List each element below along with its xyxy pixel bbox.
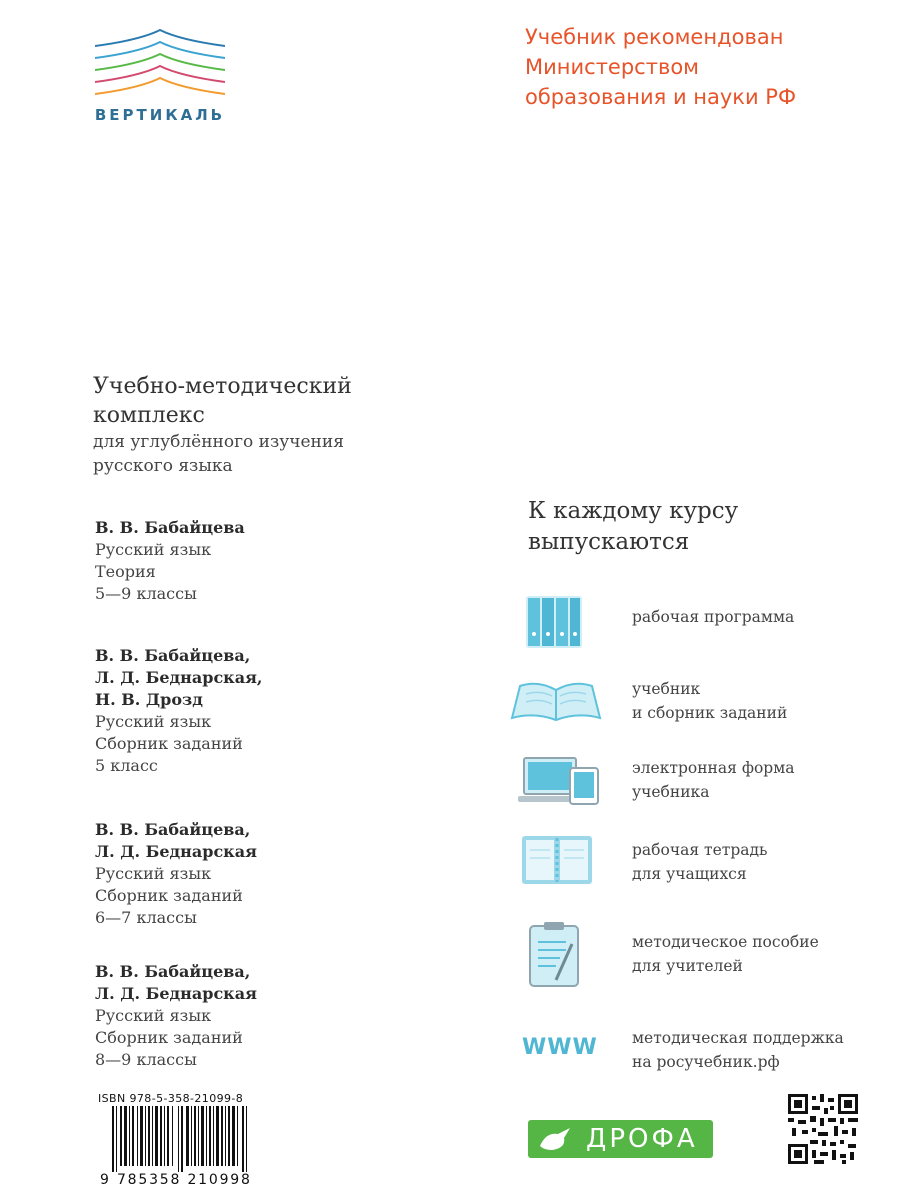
course-item-text — [632, 605, 794, 629]
www-icon: WWW — [522, 1035, 598, 1060]
recommendation-line: образования и науки РФ — [525, 85, 797, 109]
devices-icon — [518, 756, 604, 806]
book-line: 8—9 классы — [95, 1050, 197, 1069]
course-item-text — [632, 838, 768, 886]
book-line: 5—9 классы — [95, 584, 197, 603]
logo-name: ВЕРТИКАЛЬ — [94, 106, 226, 124]
course-item-line: электронная форма — [632, 759, 795, 777]
barcode-number: 9 785358 210998 — [100, 1172, 252, 1188]
book-line: Русский язык — [95, 712, 212, 731]
book-author: В. В. Бабайцева, — [95, 820, 251, 839]
course-item-line: рабочая программа — [632, 608, 795, 626]
isbn-text: ISBN 978-5-358-21099-8 — [98, 1092, 244, 1105]
complex-heading — [93, 372, 352, 478]
book-line: 6—7 классы — [95, 908, 197, 927]
complex-title-line: комплекс — [93, 403, 205, 428]
course-item-line: методическое пособие — [632, 933, 819, 951]
course-item-line: на росучебник.рф — [632, 1053, 780, 1071]
book-author: Л. Д. Беднарская, — [95, 668, 263, 687]
publisher-name: ДРОФА — [586, 1124, 698, 1154]
book-line: Русский язык — [95, 540, 212, 559]
book-line: Теория — [95, 562, 156, 581]
book-line: Сборник заданий — [95, 886, 243, 905]
complex-subtitle-line: для углублённого изучения — [93, 432, 344, 452]
book-author: В. В. Бабайцева, — [95, 962, 251, 981]
course-item-text — [632, 756, 795, 804]
open-book-icon — [508, 676, 604, 724]
book-line: Русский язык — [95, 1006, 212, 1025]
courses-heading-line: выпускаются — [528, 529, 690, 555]
course-item-line: учебник — [632, 680, 701, 698]
course-item-line: рабочая тетрадь — [632, 841, 768, 859]
book-entry — [95, 819, 257, 929]
vertikal-logo-icon — [90, 28, 230, 108]
notebook-icon — [518, 834, 596, 886]
binders-icon — [518, 594, 588, 650]
recommendation-text — [525, 22, 796, 112]
book-author: Л. Д. Беднарская — [95, 984, 257, 1003]
book-line: Сборник заданий — [95, 1028, 243, 1047]
course-item-text — [632, 677, 787, 725]
bird-icon — [536, 1124, 576, 1154]
complex-title-line: Учебно-методический — [93, 374, 352, 399]
book-line: Сборник заданий — [95, 734, 243, 753]
qr-code-icon — [788, 1094, 858, 1164]
complex-subtitle-line: русского языка — [93, 456, 233, 476]
book-line: Русский язык — [95, 864, 212, 883]
clipboard-icon — [526, 920, 582, 988]
book-entry — [95, 645, 263, 777]
book-author: Н. В. Дрозд — [95, 690, 203, 709]
courses-heading-line: К каждому курсу — [528, 498, 739, 524]
recommendation-line: Министерством — [525, 55, 700, 79]
course-item-text — [632, 1026, 844, 1074]
book-entry — [95, 961, 257, 1071]
course-item-line: методическая поддержка — [632, 1029, 844, 1047]
course-item-line: и сборник заданий — [632, 704, 788, 722]
book-author: В. В. Бабайцева, — [95, 646, 251, 665]
course-item-line: для учащихся — [632, 865, 747, 883]
course-item-line: для учителей — [632, 957, 743, 975]
barcode-icon — [112, 1106, 252, 1172]
course-item-text — [632, 930, 819, 978]
book-author: Л. Д. Беднарская — [95, 842, 257, 861]
book-entry — [95, 517, 245, 605]
courses-heading — [528, 496, 738, 558]
book-author: В. В. Бабайцева — [95, 518, 245, 537]
course-item-line: учебника — [632, 783, 710, 801]
book-line: 5 класс — [95, 756, 158, 775]
recommendation-line: Учебник рекомендован — [525, 25, 784, 49]
